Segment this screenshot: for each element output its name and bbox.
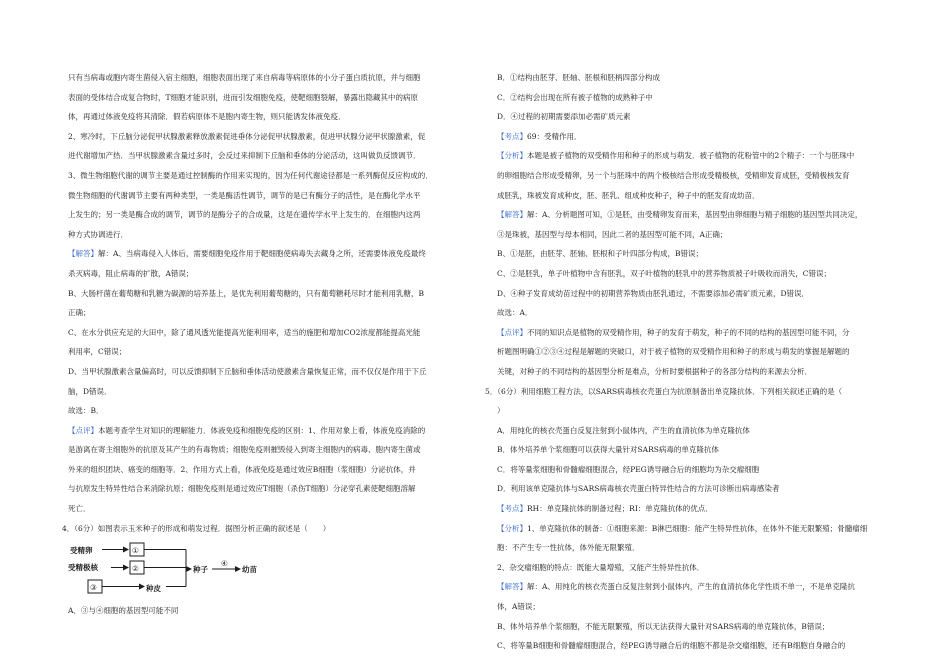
text-line: 2、寒冷时，下丘脑分泌促甲状腺激素释放激素促进垂体分泌促甲状腺激素，促进甲状腺分泌甲状腺激素，促 xyxy=(68,131,426,141)
circle-2: ② xyxy=(132,564,139,574)
text-line: 的卵细胞结合形成受精卵，另一个与胚珠中的两个极核结合形成受精极核，受精卵发育成胚，受精极核发育 xyxy=(497,170,850,180)
keypoint-text: 69：受精作用． xyxy=(527,131,582,141)
text-line: 脑，D错误． xyxy=(68,386,112,396)
question-4-option-a: A．③与④细胞的基因型可能不同 xyxy=(68,606,179,616)
answer-line xyxy=(497,205,895,225)
right-column xyxy=(485,68,895,656)
comment-text: 本题考查学生对知识的理解能力．体液免疫和细胞免疫的区别：1、作用对象上看，体液免疫消除的 xyxy=(98,425,426,435)
keypoint-tag: 【考点】 xyxy=(497,131,527,141)
q5-option-d: D．利用该单克隆抗体与SARS病毒核衣壳蛋白特异性结合的方法可诊断出病毒感染者 xyxy=(497,484,780,494)
answer-tag: 【解答】 xyxy=(497,582,527,592)
option-b: B．①结构由胚芽、胚轴、胚根和胚柄四部分构成 xyxy=(497,73,661,82)
q5-keypoint-line xyxy=(497,499,895,519)
label-seed-coat: 种皮 xyxy=(146,584,161,594)
answer-text: 解：A、用纯化的核衣壳蛋白反复注射到小鼠体内，产生的血清抗体化学性质不单一，不是单克隆抗 xyxy=(527,582,855,592)
text-line: 成胚乳，珠被发育成种皮，胚、胚乳、组成种皮种子，种子中的胚发育成幼苗． xyxy=(497,190,760,200)
text-line: 利用率，C错误； xyxy=(68,347,127,357)
q5-analysis-line xyxy=(497,519,895,539)
q5-answer-line xyxy=(497,577,895,597)
diagram-svg xyxy=(68,539,268,601)
text-line: B、①是胚，由胚芽、胚轴、胚根和子叶四部分构成，B错误； xyxy=(497,249,704,259)
text-line: 体，A错误； xyxy=(497,602,540,612)
comment-line xyxy=(68,421,470,441)
text-line: B、体外培养单个浆细胞，不能无限繁殖，所以无法获得大量针对SARS病毒的单克隆抗体，B错误； xyxy=(497,621,830,631)
circle-1: ① xyxy=(132,546,139,556)
label-fertilized-polar: 受精极核 xyxy=(68,563,98,573)
text-line: C、②是胚乳，单子叶植物中含有胚乳，双子叶植物的胚乳中的营养物质被子叶吸收而消失，C错误； xyxy=(497,268,831,278)
answer-line xyxy=(68,244,470,264)
text-line: 与抗原发生特异性结合来消除抗原；细胞免疫则是通过效应T细胞（杀伤T细胞）分泌穿孔素使靶细胞溶解 xyxy=(68,484,416,494)
comment-text: 不同的知识点是植物的双受精作用，种子的发育于萌发，种子的不同的结构的基因型可能不同，分 xyxy=(527,327,850,337)
analysis-tag: 【分析】 xyxy=(497,151,527,161)
text-line: C、在水分供应充足的大田中，除了通风透光能提高光能利用率，适当的施肥和增加CO2浓度都能提高光能 xyxy=(68,327,421,337)
comment-tag: 【点评】 xyxy=(68,425,98,435)
text-line: 上发生的；另一类是酶合成的调节，调节的是酶分子的合成量，这是在遗传学水平上发生的．在细胞内这两 xyxy=(68,210,421,220)
text-line: 进代谢增加产热．当甲状腺激素含量过多时，会反过来抑制下丘脑和垂体的分泌活动，这叫做负反馈调节． xyxy=(68,151,421,161)
keypoint-tag: 【考点】 xyxy=(497,504,527,514)
text-line: 2、杂交瘤细胞的特点：既能大量增殖，又能产生特异性抗体． xyxy=(497,562,705,572)
answer-tag: 【解答】 xyxy=(68,249,98,259)
analysis-text: 本题是被子植物的双受精作用和种子的形成与萌发．被子植物的花粉管中的2个精子：一个与胚珠中 xyxy=(527,151,855,161)
seed-formation-diagram xyxy=(68,539,470,601)
text-line: 是游离在寄主细胞外的抗原及其产生的有毒物质；细胞免疫则摧毁侵入到寄主细胞内的病毒、胞内寄生菌或 xyxy=(68,445,421,455)
text-line: 正确； xyxy=(68,308,91,318)
text-line: 种方式协调进行． xyxy=(68,229,128,239)
q5-option-b: B．体外培养单个浆细胞可以获得大量针对SARS病毒的单克隆抗体 xyxy=(497,445,719,455)
text-line: 表面的受体结合成复合物时，T细胞才能识别，进而引发细胞免疫，使靶细胞裂解，暴露出隐藏其中的病原 xyxy=(68,92,418,102)
label-fertilized-egg: 受精卵 xyxy=(70,546,93,556)
text-line: 故选：B． xyxy=(68,406,104,416)
text-line: D、当甲状腺激素含量偏高时，可以反馈抑制下丘脑和垂体活动使激素含量恢复正常，而不仅仅是作用于下丘 xyxy=(68,366,427,376)
text-line: B、大肠杆菌在葡萄糖和乳糖为碳源的培养基上，是优先利用葡萄糖的，只有葡萄糖耗尽时才能利用乳糖，B xyxy=(68,288,425,298)
answer-text: 解：A、分析题图可知，①是胚，由受精卵发育而来，基因型由卵细胞与精子细胞的基因型共同决定， xyxy=(527,210,863,220)
text-line: 3、微生物细胞代谢的调节主要是通过控制酶的作用来实现的，因为任何代谢途径都是一系列酶促反应构成的． xyxy=(68,170,433,180)
question-5-stem: 5．（6分）利用细胞工程方法，以SARS病毒核衣壳蛋白为抗原制备出单克隆抗体．下列相关叙述正确的是（ xyxy=(485,386,843,396)
option-c: C．②结构会出现在所有被子植物的成熟种子中 xyxy=(497,92,653,102)
circle-3: ③ xyxy=(90,583,97,593)
analysis-line xyxy=(497,146,895,166)
comment-tag: 【点评】 xyxy=(497,327,527,337)
text-line: C、将等量B细胞和骨髓瘤细胞混合，经PEG诱导融合后的细胞不都是杂交瘤细胞，还有B细胞自身融合的 xyxy=(497,641,846,651)
q5-option-a: A．用纯化的核衣壳蛋白反复注射到小鼠体内，产生的血清抗体为单克隆抗体 xyxy=(497,425,750,435)
keypoint-text: RH：单克隆抗体的制备过程；RI：单克隆抗体的优点． xyxy=(527,504,713,514)
text-line: 杀灭病毒，阻止病毒的扩散，A错误； xyxy=(68,268,194,278)
circle-4: ④ xyxy=(221,559,228,569)
text-line: 微生物细胞的代谢调节主要有两种类型，一类是酶活性调节，调节的是已有酶分子的活性，是在酶化学水平 xyxy=(68,190,421,200)
left-column xyxy=(62,68,470,621)
text-line: 只有当病毒或胞内寄生菌侵入宿主细胞，细胞表面出现了来自病毒等病原体的小分子蛋白质抗原，并与细胞 xyxy=(68,73,421,82)
text-line: D、④种子发育成幼苗过程中的初期营养物质由胚乳通过，不需要添加必需矿质元素，D错误． xyxy=(497,288,810,298)
text-line: 外来的组织团块、癌变的细胞等．2、作用方式上看，体液免疫是通过效应B细胞（浆细胞）分泌抗体，并 xyxy=(68,464,416,474)
text-line: 胞：不产生专一性抗体，体外能无限繁殖． xyxy=(497,543,640,553)
label-seedling: 幼苗 xyxy=(242,565,257,575)
label-seed: 种子 xyxy=(193,565,208,575)
question-5-stem-end: ） xyxy=(497,406,505,416)
text-line: 死亡． xyxy=(68,504,91,514)
answer-tag: 【解答】 xyxy=(497,210,527,220)
question-4-stem: 4．（6分）如图表示玉米种子的形成和萌发过程．据图分析正确的叙述是（ ） xyxy=(62,523,331,533)
text-line: ③是珠被，基因型与母本相同，因此二者的基因型可能不同，A正确； xyxy=(497,229,728,239)
text-line: 故选：A． xyxy=(497,308,533,318)
q5-option-c: C．将等量浆细胞和骨髓瘤细胞混合，经PEG诱导融合后的细胞均为杂交瘤细胞 xyxy=(497,464,760,474)
text-line: 体，再通过体液免疫将其清除．假若病原体不是胞内寄生物，则只能诱发体液免疫． xyxy=(68,112,346,122)
keypoint-line xyxy=(497,127,895,147)
answer-text: 解：A、当病毒侵入人体后，需要细胞免疫作用于靶细胞使病毒失去藏身之所，还需要体液免疫最终 xyxy=(98,249,426,259)
comment-line xyxy=(497,323,895,343)
text-line: 关键，对种子的不同结构的基因型分析是难点，分析时要根据种子的各部分结构的来源去分析． xyxy=(497,366,812,376)
option-d: D．④过程的初期需要添加必需矿质元素 xyxy=(497,112,631,122)
text-line: 析题图明确①②③④过程是解题的突破口，对于被子植物的双受精作用和种子的形成与萌发的掌握是解题的 xyxy=(497,347,850,357)
analysis-tag: 【分析】 xyxy=(497,523,527,533)
analysis-text: 1、单克隆抗体的制备：①细胞来源：B淋巴细胞：能产生特异性抗体，在体外不能无限繁殖；骨髓瘤细 xyxy=(527,523,868,533)
